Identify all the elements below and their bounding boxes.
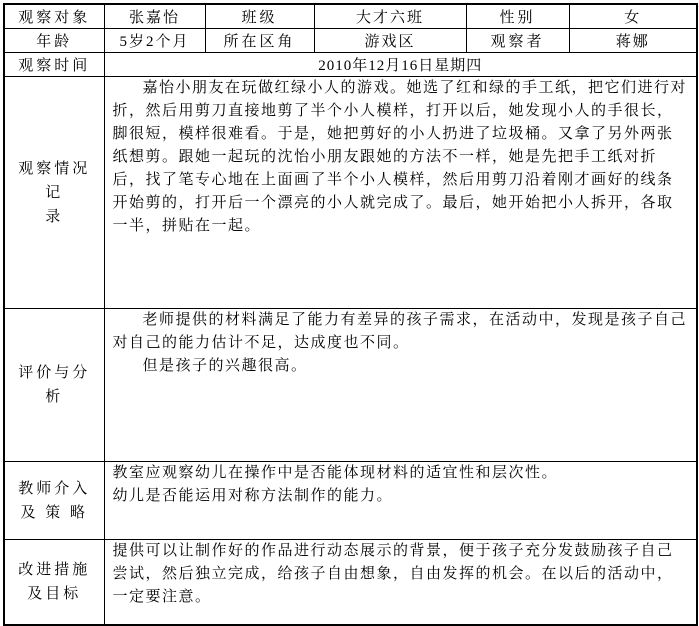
teacher-intervention-label — [4, 462, 104, 540]
evaluation-section-label-line1: 评价与分析 — [18, 365, 91, 405]
class-value: 大才六班 — [314, 4, 466, 29]
area-value: 游戏区 — [314, 29, 466, 53]
improvement-label-line2: 及目标 — [27, 585, 82, 602]
observer-value: 蒋娜 — [569, 29, 697, 53]
teacher-intervention-content-cell — [104, 462, 697, 540]
teacher-intervention-label-line2: 及 策 略 — [20, 504, 88, 521]
evaluation-text-2: 但是孩子的兴趣很高。 — [142, 358, 308, 374]
improvement-text: 提供可以让制作好的作品进行动态展示的背景，便于孩子充分发鼓励孩子自己尝试，然后独立完成，给孩子自由想象，自由发挥的机会。在以后的活动中，一定要注意。 — [112, 543, 674, 605]
observe-time-label: 观察时间 — [4, 53, 104, 77]
record-section-label — [4, 77, 104, 309]
teacher-text-2: 幼儿是否能运用对称方法制作的能力。 — [112, 488, 394, 504]
evaluation-section-label — [4, 309, 104, 462]
observe-target-value: 张嘉怡 — [104, 4, 205, 29]
improvement-label — [4, 540, 104, 625]
area-label: 所在区角 — [205, 29, 314, 53]
age-value: 5岁2个月 — [104, 29, 205, 53]
observe-target-label: 观察对象 — [4, 4, 104, 29]
class-label: 班级 — [205, 4, 314, 29]
evaluation-text-1: 老师提供的材料满足了能力有差异的孩子需求，在活动中，发现是孩子自己对自己的能力估计不足，达成度也不同。 — [112, 312, 688, 351]
evaluation-row — [4, 309, 697, 462]
age-label: 年龄 — [4, 29, 104, 53]
evaluation-content-cell — [104, 309, 697, 462]
record-section-label-line1: 观察情况记 — [18, 160, 91, 201]
gender-value: 女 — [569, 4, 697, 29]
observe-time-value: 2010年12月16日星期四 — [104, 53, 697, 77]
observer-label: 观察者 — [466, 29, 569, 53]
record-row — [4, 77, 697, 309]
record-section-label-line2: 录 — [45, 208, 64, 225]
teacher-intervention-label-line1: 教师介入 — [18, 480, 91, 497]
observation-record-table — [3, 3, 698, 626]
gender-label: 性别 — [466, 4, 569, 29]
record-text: 嘉怡小朋友在玩做红绿小人的游戏。她选了红和绿的手工纸，把它们进行对折，然后用剪刀直接地剪了半个小人模样，打开以后，她发现小人的手很长，脚很短，模样很难看。于是，她把剪好的小人扔进了垃圾桶。又拿了另外两张纸想剪。跟她一起玩的沈怡小朋友跟她的方法不一样，她是先把手工纸对折后，找了笔专心地在上面画了半个小人模样，然后用剪刀沿着刚才画好的线条开始剪的，打开后一个漂亮的小人就完成了。最后，她开始把小人拆开，各取一半，拼贴在一起。 — [112, 80, 688, 234]
improvement-content-cell — [104, 540, 697, 625]
header-row-1 — [4, 4, 697, 29]
header-row-2 — [4, 29, 697, 53]
teacher-intervention-row — [4, 462, 697, 540]
time-row — [4, 53, 697, 77]
improvement-row — [4, 540, 697, 625]
teacher-text-1: 教室应观察幼儿在操作中是否能体现材料的适宜性和层次性。 — [112, 465, 559, 481]
record-content-cell — [104, 77, 697, 309]
improvement-label-line1: 改进措施 — [18, 561, 91, 578]
